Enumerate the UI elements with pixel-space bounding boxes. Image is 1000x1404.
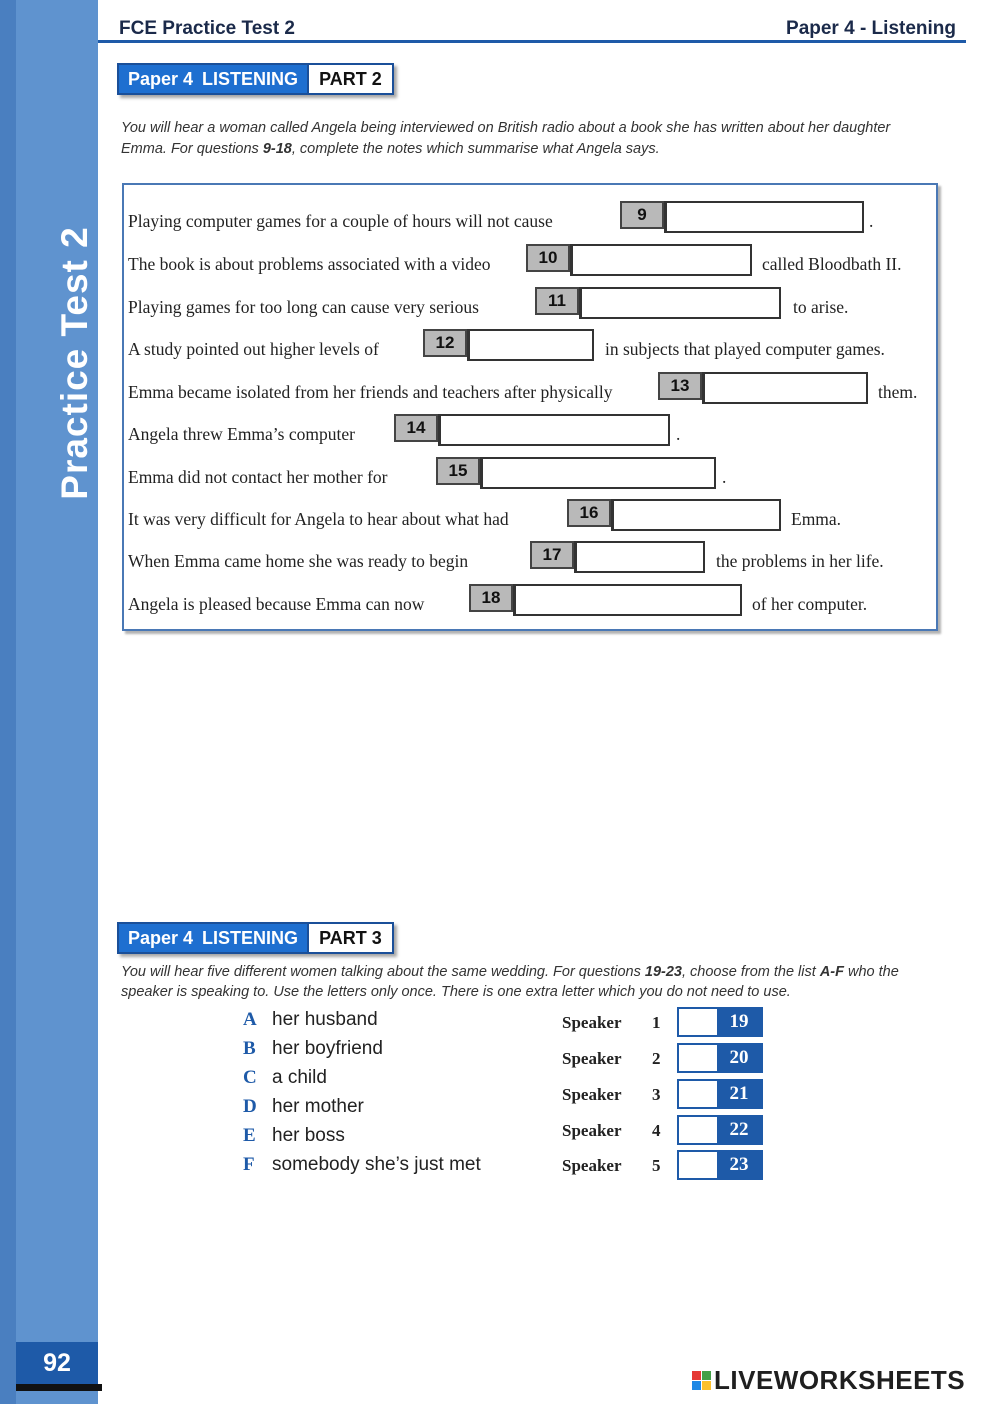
part3-instructions-pre: You will hear five different women talking about the same wedding. For questions — [121, 964, 645, 980]
question-16-before: It was very difficult for Angela to hear about what had — [128, 509, 509, 529]
question-11-before: Playing games for too long can cause very serious — [128, 297, 479, 317]
answer-number-20: 20 — [717, 1045, 761, 1071]
answer-box-19 — [677, 1007, 763, 1037]
answer-input-13[interactable] — [702, 372, 868, 404]
answer-input-12[interactable] — [467, 329, 594, 361]
answer-input-23[interactable] — [679, 1152, 717, 1178]
answer-input-20[interactable] — [679, 1045, 717, 1071]
answer-input-9[interactable] — [664, 201, 864, 233]
part3-label-paper: Paper 4 — [128, 927, 194, 948]
answer-number-22: 22 — [717, 1117, 761, 1143]
speaker-5-num: 5 — [652, 1156, 661, 1175]
option-d-text: her mother — [272, 1096, 364, 1117]
question-9-before: Playing computer games for a couple of hours will not cause — [128, 211, 553, 231]
liveworksheets-logo — [692, 1365, 965, 1396]
answer-input-18[interactable] — [513, 584, 742, 616]
option-d-letter: D — [243, 1096, 257, 1117]
speaker-4-label: Speaker — [562, 1121, 622, 1140]
part3-instructions — [121, 962, 941, 1002]
speaker-1-label: Speaker — [562, 1013, 622, 1032]
question-12-before: A study pointed out higher levels of — [128, 339, 379, 359]
answer-box-21 — [677, 1079, 763, 1109]
part2-instructions-pre: You will hear a woman called Angela being interviewed on British radio about a book she has written about her daughter Emma. For questions — [121, 120, 891, 157]
logo-grid-icon — [692, 1371, 711, 1390]
answer-number-19: 19 — [717, 1009, 761, 1035]
part3-label-blue — [117, 922, 309, 954]
question-17-number: 17 — [530, 541, 574, 569]
question-10-before: The book is about problems associated with a video — [128, 254, 491, 274]
question-9-number: 9 — [620, 201, 664, 229]
question-18-number: 18 — [469, 584, 513, 612]
part2-label-section: LISTENING — [202, 68, 299, 89]
question-18-after: of her computer. — [752, 594, 868, 614]
question-15-number: 15 — [436, 457, 480, 485]
speaker-4-num: 4 — [652, 1121, 661, 1140]
sidebar-edge — [0, 0, 16, 1404]
question-13-number: 13 — [658, 372, 702, 400]
part2-label-blue — [117, 63, 309, 95]
part2-label-paper: Paper 4 — [128, 68, 194, 89]
speaker-1-num: 1 — [652, 1013, 661, 1032]
speaker-3-label: Speaker — [562, 1085, 622, 1104]
question-18-before: Angela is pleased because Emma can now — [128, 594, 425, 614]
answer-box-20 — [677, 1043, 763, 1073]
question-12-after: in subjects that played computer games. — [605, 339, 885, 359]
answer-input-16[interactable] — [611, 499, 781, 531]
option-c-text: a child — [272, 1067, 327, 1088]
logo-text: LIVEWORKSHEETS — [714, 1365, 966, 1395]
answer-input-19[interactable] — [679, 1009, 717, 1035]
question-10-number: 10 — [526, 244, 570, 272]
answer-box-23 — [677, 1150, 763, 1180]
part3-instructions-letters: A-F — [819, 964, 844, 980]
speaker-2-num: 2 — [652, 1049, 661, 1068]
answer-input-10[interactable] — [570, 244, 752, 276]
option-e-text: her boss — [272, 1125, 345, 1146]
question-16-number: 16 — [567, 499, 611, 527]
question-13-before: Emma became isolated from her friends and teachers after physically — [128, 382, 613, 402]
question-14-number: 14 — [394, 414, 438, 442]
page-number-bar — [16, 1384, 102, 1391]
question-11-number: 11 — [535, 287, 579, 315]
answer-input-17[interactable] — [574, 541, 705, 573]
option-a-text: her husband — [272, 1009, 378, 1030]
part3-label-part: PART 3 — [309, 922, 394, 954]
speaker-2-label: Speaker — [562, 1049, 622, 1068]
sidebar-title: Practice Test 2 — [54, 226, 95, 500]
part2-instructions-post: , complete the notes which summarise what Angela says. — [291, 141, 660, 157]
speaker-5-label: Speaker — [562, 1156, 622, 1175]
header-section: Paper 4 - Listening — [786, 18, 956, 39]
part3-label — [117, 922, 394, 954]
question-12-number: 12 — [423, 329, 467, 357]
question-17-before: When Emma came home she was ready to begin — [128, 551, 469, 571]
question-13-after: them. — [878, 382, 918, 402]
question-15-after: . — [722, 467, 727, 487]
part3-label-section: LISTENING — [202, 927, 299, 948]
question-17-after: the problems in her life. — [716, 551, 884, 571]
question-14-after: . — [676, 424, 681, 444]
question-14-before: Angela threw Emma’s computer — [128, 424, 355, 444]
option-c-letter: C — [243, 1067, 257, 1088]
question-9-after: . — [869, 211, 874, 231]
question-10-after: called Bloodbath II. — [762, 254, 902, 274]
option-f-letter: F — [243, 1154, 255, 1175]
answer-input-21[interactable] — [679, 1081, 717, 1107]
option-a-letter: A — [243, 1009, 257, 1030]
option-b-text: her boyfriend — [272, 1038, 383, 1059]
part2-label-part: PART 2 — [309, 63, 394, 95]
option-f-text: somebody she’s just met — [272, 1154, 481, 1175]
speaker-3-num: 3 — [652, 1085, 661, 1104]
option-b-letter: B — [243, 1038, 256, 1059]
question-11-after: to arise. — [793, 297, 849, 317]
part3-instructions-post: who the speaker is speaking to. Use the letters only once. There is one extra letter which you do not need to use. — [121, 964, 899, 1000]
option-e-letter: E — [243, 1125, 256, 1146]
part2-label — [117, 63, 394, 95]
part2-instructions — [121, 118, 921, 160]
part2-instructions-range: 9-18 — [262, 141, 292, 157]
question-16-after: Emma. — [791, 509, 842, 529]
answer-input-22[interactable] — [679, 1117, 717, 1143]
part3-instructions-range: 19-23 — [644, 964, 682, 980]
answer-input-11[interactable] — [579, 287, 781, 319]
answer-box-22 — [677, 1115, 763, 1145]
part3-instructions-mid: , choose from the list — [682, 964, 820, 980]
answer-number-21: 21 — [717, 1081, 761, 1107]
answer-input-14[interactable] — [438, 414, 670, 446]
header-title: FCE Practice Test 2 — [119, 18, 296, 39]
page-number: 92 — [16, 1342, 98, 1384]
answer-number-23: 23 — [717, 1152, 761, 1178]
question-15-before: Emma did not contact her mother for — [128, 467, 388, 487]
answer-input-15[interactable] — [480, 457, 716, 489]
header-rule — [98, 40, 966, 43]
